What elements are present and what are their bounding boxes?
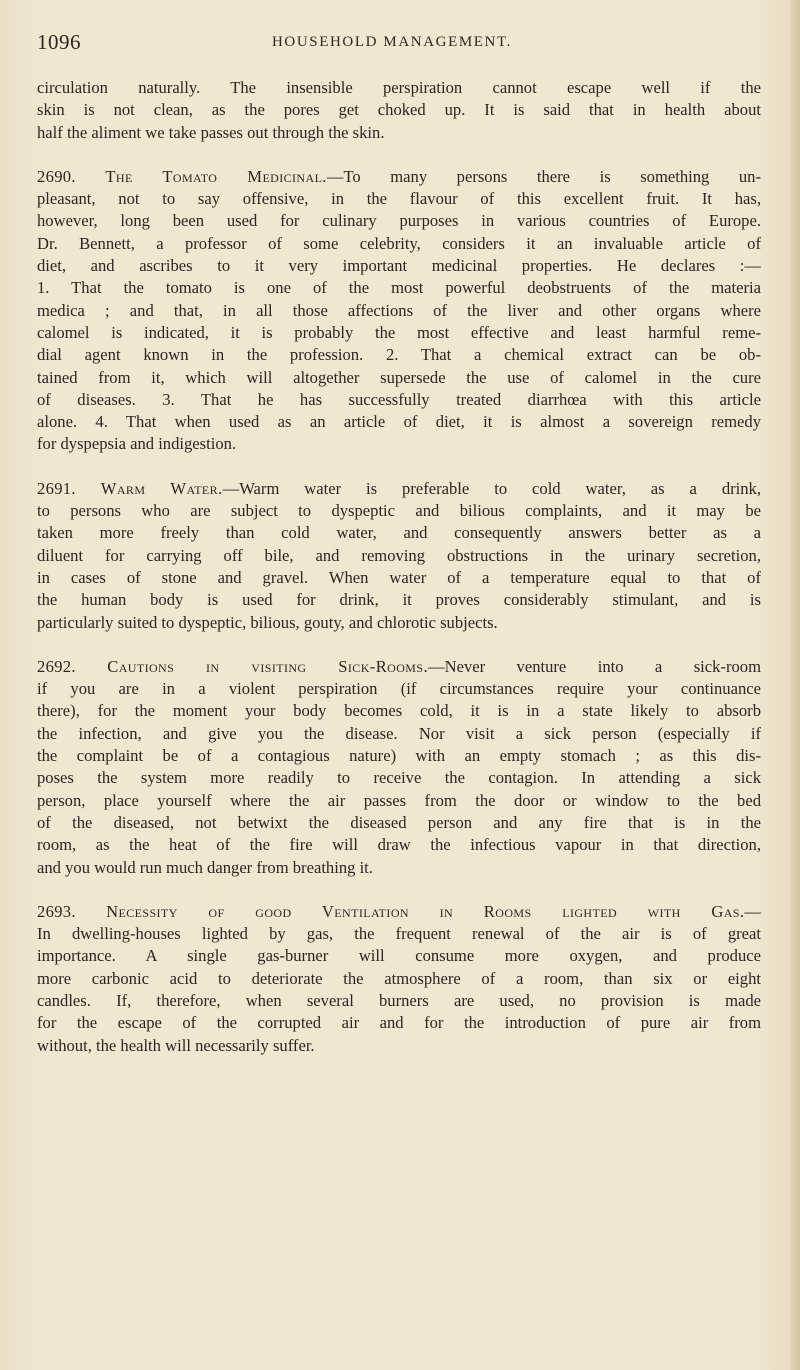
- section-2692: [37, 656, 761, 879]
- section-first-line: [37, 478, 761, 500]
- text-line: skin is not clean, as the pores get choked up. It is said that in health about: [37, 100, 761, 120]
- running-head: HOUSEHOLD MANAGEMENT.: [272, 34, 512, 50]
- body-text: [37, 77, 761, 1057]
- text-line: and you would run much danger from breathing it.: [37, 857, 373, 877]
- text-line: dial agent known in the profession. 2. That a chemical extract can be ob-: [37, 345, 761, 365]
- section-2690: [37, 166, 761, 456]
- section-heading: Necessity of good Ventilation in Rooms lighted with Gas.: [106, 901, 745, 921]
- section-heading: Warm Water.: [100, 478, 223, 498]
- text-line: diluent for carrying off bile, and removing obstructions in the urinary secretion,: [37, 545, 761, 565]
- text-line: poses the system more readily to receive the contagion. In attending a sick: [37, 768, 761, 788]
- text-line: without, the health will necessarily suffer.: [37, 1035, 315, 1055]
- section-number: 2692.: [37, 656, 76, 676]
- text-line: of diseases. 3. That he has successfully treated diarrhœa with this article: [37, 389, 761, 409]
- section-first-line-text: —To many persons there is something un-: [326, 166, 761, 186]
- intro-paragraph: [37, 77, 761, 144]
- text-line: room, as the heat of the fire will draw the infectious vapour in that direction,: [37, 835, 761, 855]
- text-line: to persons who are subject to dyspeptic and bilious complaints, and it may be: [37, 501, 761, 521]
- text-line: the complaint be of a contagious nature) with an empty stomach ; as this dis-: [37, 746, 761, 766]
- section-heading: The Tomato Medicinal.: [105, 166, 327, 186]
- text-line: candles. If, therefore, when several burners are used, no provision is made: [37, 990, 761, 1010]
- section-first-line: [37, 166, 761, 188]
- section-first-line-text: —Warm water is preferable to cold water, as a drink,: [222, 478, 761, 498]
- text-line: there), for the moment your body becomes cold, it is in a state likely to absorb: [37, 701, 761, 721]
- text-line: tained from it, which will altogether supersede the use of calomel in the cure: [37, 367, 761, 387]
- text-line: however, long been used for culinary purposes in various countries of Europe.: [37, 211, 761, 231]
- text-line: for dyspepsia and indigestion.: [37, 434, 237, 454]
- text-line: taken more freely than cold water, and consequently answers better as a: [37, 523, 761, 543]
- section-number: 2691.: [37, 478, 76, 498]
- section-2693: [37, 901, 761, 1057]
- text-line: of the diseased, not betwixt the diseased person and any fire that is in the: [37, 812, 761, 832]
- text-line: alone. 4. That when used as an article of diet, it is almost a sovereign remedy: [37, 412, 761, 432]
- text-line: diet, and ascribes to it very important medicinal properties. He declares :—: [37, 256, 761, 276]
- section-first-line-text: —: [744, 901, 761, 921]
- text-line: In dwelling-houses lighted by gas, the frequent renewal of the air is of great: [37, 924, 761, 944]
- text-line: for the escape of the corrupted air and for the introduction of pure air from: [37, 1013, 761, 1033]
- text-line: calomel is indicated, it is probably the most effective and least harmful reme-: [37, 322, 761, 342]
- text-line: particularly suited to dyspeptic, bilious, gouty, and chlorotic subjects.: [37, 612, 498, 632]
- text-line: more carbonic acid to deteriorate the atmosphere of a room, than six or eight: [37, 968, 761, 988]
- text-line: half the aliment we take passes out through the skin.: [37, 122, 385, 142]
- text-line: the infection, and give you the disease. Nor visit a sick person (especially if: [37, 723, 761, 743]
- text-line: pleasant, not to say offensive, in the flavour of this excellent fruit. It has,: [37, 189, 761, 209]
- text-line: in cases of stone and gravel. When water of a temperature equal to that of: [37, 567, 761, 587]
- text-line: the human body is used for drink, it proves considerably stimulant, and is: [37, 590, 761, 610]
- text-line: person, place yourself where the air passes from the door or window to the bed: [37, 790, 761, 810]
- text-line: Dr. Bennett, a professor of some celebrity, considers it an invaluable article of: [37, 233, 761, 253]
- text-line: importance. A single gas-burner will consume more oxygen, and produce: [37, 946, 761, 966]
- text-line: circulation naturally. The insensible perspiration cannot escape well if the: [37, 78, 761, 97]
- section-number: 2693.: [37, 901, 76, 921]
- page-edge-shadow: [790, 0, 800, 1370]
- section-first-line: [37, 901, 761, 923]
- text-line: if you are in a violent perspiration (if circumstances require your continuance: [37, 679, 761, 699]
- text-line: medica ; and that, in all those affections of the liver and other organs where: [37, 300, 761, 320]
- section-first-line: [37, 656, 761, 678]
- section-number: 2690.: [37, 166, 76, 186]
- page-number: 1096: [37, 30, 81, 54]
- section-heading: Cautions in visiting Sick-Rooms.: [107, 656, 428, 676]
- page-header: [37, 30, 747, 54]
- section-2691: [37, 478, 761, 634]
- section-first-line-text: —Never venture into a sick-room: [428, 656, 761, 676]
- text-line: 1. That the tomato is one of the most powerful deobstruents of the materia: [37, 278, 761, 298]
